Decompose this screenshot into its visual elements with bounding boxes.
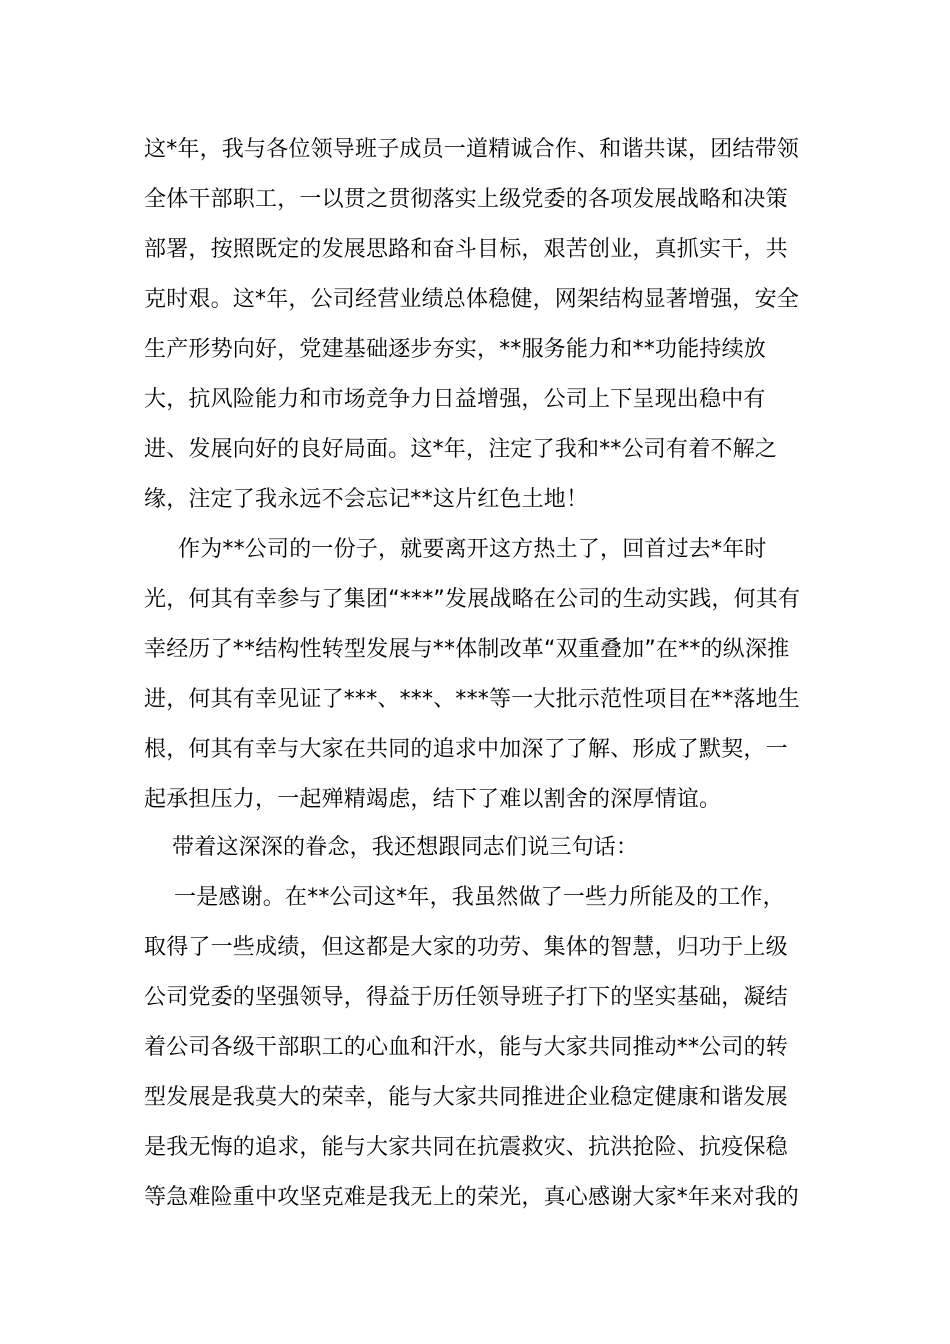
paragraph-first-line: 作为**公司的一份子，就要离开这方热土了，回首过去*年时 [178, 537, 767, 562]
text-line: 幸经历了**结构性转型发展与**体制改革“双重叠加”在**的纵深推 [144, 637, 790, 662]
text-line: 部署，按照既定的发展思路和奋斗目标，艰苦创业，真抓实干，共 [144, 237, 788, 262]
text-line: 起承担压力，一起殚精竭虑，结下了难以割舍的深厚情谊。 [144, 787, 722, 812]
paragraph-first-line: 带着这深深的眷念，我还想跟同志们说三句话： [172, 835, 639, 860]
text-line: 等急难险重中攻坚克难是我无上的荣光，真心感谢大家*年来对我的 [144, 1185, 800, 1210]
text-line: 是我无悔的追求，能与大家共同在抗震救灾、抗洪抢险、抗疫保稳 [144, 1135, 788, 1160]
paragraph-first-line: 一是感谢。在**公司这*年，我虽然做了一些力所能及的工作， [174, 885, 785, 910]
text-line: 这*年，我与各位领导班子成员一道精诚合作、和谐共谋，团结带领 [144, 137, 800, 162]
text-line: 克时艰。这*年，公司经营业绩总体稳健，网架结构显著增强，安全 [144, 287, 800, 312]
text-line: 进，何其有幸见证了***、***、***等一大批示范性项目在**落地生 [144, 687, 801, 712]
text-line: 着公司各级干部职工的心血和汗水，能与大家共同推动**公司的转 [144, 1035, 789, 1060]
text-line: 进、发展向好的良好局面。这*年，注定了我和**公司有着不解之 [144, 437, 778, 462]
text-line: 公司党委的坚强领导，得益于历任领导班子打下的坚实基础，凝结 [144, 985, 788, 1010]
text-line: 光，何其有幸参与了集团“***”发展战略在公司的生动实践，何其有 [144, 587, 801, 612]
text-line: 取得了一些成绩，但这都是大家的功劳、集体的智慧，归功于上级 [144, 935, 788, 960]
text-line: 生产形势向好，党建基础逐步夯实，**服务能力和**功能持续放 [144, 337, 767, 362]
text-line: 全体干部职工，一以贯之贯彻落实上级党委的各项发展战略和决策 [144, 187, 788, 212]
text-line: 大，抗风险能力和市场竞争力日益增强，公司上下呈现出稳中有 [144, 387, 766, 412]
text-line: 型发展是我莫大的荣幸，能与大家共同推进企业稳定健康和谐发展 [144, 1085, 788, 1110]
text-line: 缘，注定了我永远不会忘记**这片红色土地！ [144, 487, 589, 512]
text-line: 根，何其有幸与大家在共同的追求中加深了了解、形成了默契，一 [144, 737, 788, 762]
